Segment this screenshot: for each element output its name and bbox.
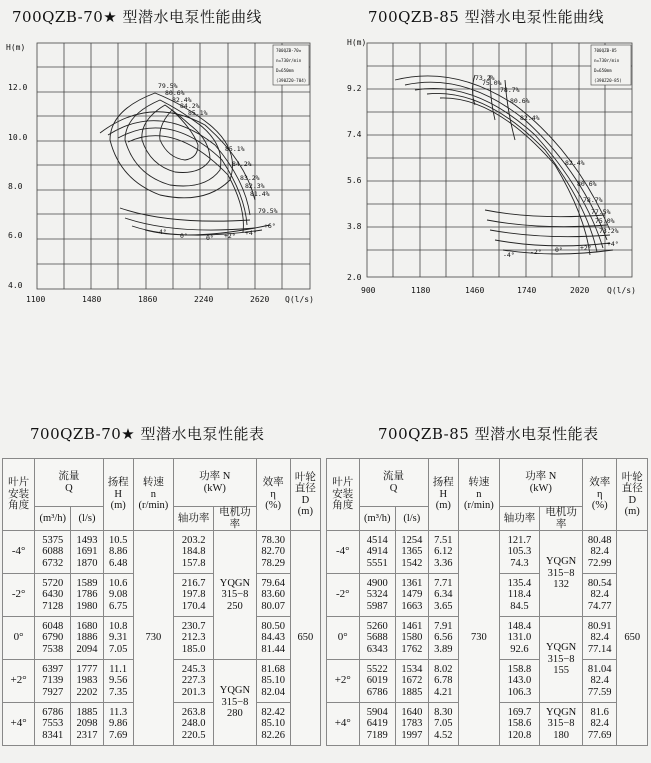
shaft-power: 263.8 248.0 220.5 bbox=[174, 703, 214, 746]
eff-label: 81.4% bbox=[250, 190, 270, 198]
x-tick-label: 1860 bbox=[138, 295, 158, 304]
flow-ls: 1254 1365 1542 bbox=[396, 531, 429, 574]
head: 7.71 6.34 3.65 bbox=[428, 574, 458, 617]
flow-ls: 1361 1479 1663 bbox=[396, 574, 429, 617]
head: 7.91 6.56 3.89 bbox=[428, 617, 458, 660]
eff-label: 77.5% bbox=[591, 208, 611, 216]
efficiency: 81.6 82.4 77.69 bbox=[582, 703, 617, 746]
motor-power: YQGN 315−8 132 bbox=[540, 531, 583, 617]
info-line: 700QZB-70★ bbox=[276, 48, 302, 53]
head: 10.5 8.86 6.48 bbox=[103, 531, 133, 574]
eff-label: 78.7% bbox=[583, 196, 603, 204]
angle-label: -4° bbox=[503, 251, 515, 259]
x-axis-label: Q(l/s) bbox=[607, 286, 636, 295]
header-blade-angle: 叶片 安装 角度 bbox=[327, 459, 360, 531]
y-tick-label: 8.0 bbox=[8, 182, 23, 191]
info-line: n=730r/min bbox=[276, 58, 302, 63]
y-tick-label: 9.2 bbox=[347, 84, 362, 93]
eff-label: 84.2% bbox=[180, 102, 200, 110]
blade-angle: +4° bbox=[327, 703, 360, 746]
head: 10.6 9.08 6.75 bbox=[103, 574, 133, 617]
header-head: 扬程 H (m) bbox=[428, 459, 458, 531]
info-line: D=650mm bbox=[594, 68, 612, 73]
blade-angle: +2° bbox=[327, 660, 360, 703]
shaft-power: 158.8 143.0 106.3 bbox=[499, 660, 540, 703]
table-title-left: 700QZB-70★ 型潜水电泵性能表 bbox=[30, 425, 265, 443]
blade-angle: +2° bbox=[3, 660, 35, 703]
flow-m3h: 6786 7553 8341 bbox=[35, 703, 71, 746]
performance-curve-chart-right bbox=[345, 30, 645, 315]
info-line: D=650mm bbox=[276, 68, 294, 73]
angle-label: 0° bbox=[206, 234, 214, 242]
flow-ls: 1493 1691 1870 bbox=[71, 531, 103, 574]
y-tick-label: 7.4 bbox=[347, 130, 362, 139]
blade-angle: 0° bbox=[327, 617, 360, 660]
performance-table-left bbox=[2, 458, 321, 746]
header-shaft-power: 轴功率 bbox=[174, 507, 214, 531]
efficiency: 79.64 83.60 80.07 bbox=[256, 574, 290, 617]
flow-m3h: 5375 6088 6732 bbox=[35, 531, 71, 574]
eff-label: 80.6% bbox=[510, 97, 530, 105]
eff-label: 82.3% bbox=[245, 182, 265, 190]
y-tick-label: 5.6 bbox=[347, 176, 362, 185]
flow-m3h: 5904 6419 7189 bbox=[359, 703, 396, 746]
efficiency: 82.42 85.10 82.26 bbox=[256, 703, 290, 746]
shaft-power: 216.7 197.8 170.4 bbox=[174, 574, 214, 617]
shaft-power: 121.7 105.3 74.3 bbox=[499, 531, 540, 574]
table-row bbox=[3, 531, 321, 574]
header-power: 功率 N (kW) bbox=[174, 459, 257, 507]
y-tick-label: 3.8 bbox=[347, 222, 362, 231]
blade-angle: -4° bbox=[3, 531, 35, 574]
angle-label: 0° bbox=[180, 232, 188, 240]
efficiency: 80.50 84.43 81.44 bbox=[256, 617, 290, 660]
header-power: 功率 N (kW) bbox=[499, 459, 582, 507]
info-line: n=730r/min bbox=[594, 58, 620, 63]
flow-m3h: 5720 6430 7128 bbox=[35, 574, 71, 617]
eff-label: 75.0% bbox=[595, 217, 615, 225]
shaft-power: 245.3 227.3 201.3 bbox=[174, 660, 214, 703]
header-shaft-power: 轴功率 bbox=[499, 507, 540, 531]
info-line: 700QZB-85 bbox=[594, 48, 617, 53]
speed: 730 bbox=[133, 531, 173, 746]
header-blade-angle: 叶片 安装 角度 bbox=[3, 459, 35, 531]
angle-label: 0° bbox=[555, 246, 563, 254]
header-flow: 流量 Q bbox=[35, 459, 103, 507]
eff-label: 84.2% bbox=[232, 160, 252, 168]
header-diameter: 叶轮 直径 D (m) bbox=[290, 459, 320, 531]
y-tick-label: 2.0 bbox=[347, 273, 362, 282]
blade-angle: -4° bbox=[327, 531, 360, 574]
head: 11.3 9.86 7.69 bbox=[103, 703, 133, 746]
flow-ls: 1680 1886 2094 bbox=[71, 617, 103, 660]
blade-angle: -2° bbox=[3, 574, 35, 617]
head: 8.02 6.78 4.21 bbox=[428, 660, 458, 703]
shaft-power: 203.2 184.8 157.8 bbox=[174, 531, 214, 574]
header-flow: 流量 Q bbox=[359, 459, 428, 507]
efficiency: 80.54 82.4 74.77 bbox=[582, 574, 617, 617]
angle-label: +2° bbox=[580, 244, 592, 252]
flow-ls: 1461 1580 1762 bbox=[396, 617, 429, 660]
eff-label: 83.2% bbox=[240, 174, 260, 182]
flow-m3h: 4514 4914 5551 bbox=[359, 531, 396, 574]
flow-m3h: 5260 5688 6343 bbox=[359, 617, 396, 660]
flow-ls: 1640 1783 1997 bbox=[396, 703, 429, 746]
table-header-row bbox=[3, 459, 321, 507]
eff-label: 80.6% bbox=[577, 180, 597, 188]
header-flow-m3h: (m³/h) bbox=[35, 507, 71, 531]
header-motor-power: 电机功率 bbox=[540, 507, 583, 531]
x-tick-label: 2020 bbox=[570, 286, 590, 295]
head: 8.30 7.05 4.52 bbox=[428, 703, 458, 746]
eff-label: 78.7% bbox=[500, 86, 520, 94]
flow-m3h: 5522 6019 6786 bbox=[359, 660, 396, 703]
eff-label: 73.2% bbox=[599, 227, 619, 235]
y-tick-label: 6.0 bbox=[8, 231, 23, 240]
flow-ls: 1777 1983 2202 bbox=[71, 660, 103, 703]
y-tick-label: 4.0 bbox=[8, 281, 23, 290]
info-line: (390Z20-704) bbox=[276, 78, 307, 83]
x-tick-label: 1460 bbox=[465, 286, 485, 295]
blade-angle: 0° bbox=[3, 617, 35, 660]
motor-power: YQGN 315−8 250 bbox=[214, 531, 256, 660]
eff-label: 73.2% bbox=[475, 74, 495, 82]
efficiency: 80.48 82.4 72.99 bbox=[582, 531, 617, 574]
y-tick-label: 12.0 bbox=[8, 83, 28, 92]
header-flow-ls: (l/s) bbox=[396, 507, 429, 531]
y-axis-label: H(m) bbox=[6, 43, 26, 52]
flow-m3h: 6048 6790 7538 bbox=[35, 617, 71, 660]
eff-label: 85.1% bbox=[225, 145, 245, 153]
chart-title-left: 700QZB-70★ 型潜水电泵性能曲线 bbox=[12, 8, 263, 26]
x-axis-label: Q(l/s) bbox=[285, 295, 314, 304]
eff-label: 80.6% bbox=[165, 89, 185, 97]
header-flow-ls: (l/s) bbox=[71, 507, 103, 531]
motor-power: YQGN 315−8 180 bbox=[540, 703, 583, 746]
head: 11.1 9.56 7.35 bbox=[103, 660, 133, 703]
x-tick-label: 900 bbox=[361, 286, 376, 295]
efficiency: 81.68 85.10 82.04 bbox=[256, 660, 290, 703]
y-axis-label: H(m) bbox=[347, 38, 367, 47]
eff-label: 82.4% bbox=[172, 96, 192, 104]
blade-angle: -2° bbox=[327, 574, 360, 617]
angle-label: +6° bbox=[264, 222, 276, 230]
x-tick-label: 1740 bbox=[517, 286, 537, 295]
header-motor-power: 电机功率 bbox=[214, 507, 256, 531]
eff-label: 85.1% bbox=[188, 109, 208, 117]
flow-m3h: 4900 5324 5987 bbox=[359, 574, 396, 617]
eff-label: 82.4% bbox=[565, 159, 585, 167]
performance-curve-chart-left bbox=[0, 30, 325, 315]
shaft-power: 148.4 131.0 92.6 bbox=[499, 617, 540, 660]
angle-label: +4° bbox=[607, 240, 619, 248]
header-efficiency: 效率 η (%) bbox=[256, 459, 290, 531]
angle-label: +2° bbox=[224, 232, 236, 240]
header-speed: 转速 n (r/min) bbox=[459, 459, 500, 531]
eff-label: 82.4% bbox=[520, 114, 540, 122]
shaft-power: 135.4 118.4 84.5 bbox=[499, 574, 540, 617]
impeller-diameter: 650 bbox=[617, 531, 648, 746]
y-tick-label: 10.0 bbox=[8, 133, 28, 142]
eff-label: 79.5% bbox=[258, 207, 278, 215]
head: 7.51 6.12 3.36 bbox=[428, 531, 458, 574]
x-tick-label: 2240 bbox=[194, 295, 214, 304]
table-title-right: 700QZB-85 型潜水电泵性能表 bbox=[378, 425, 599, 443]
motor-power: YQGN 315−8 155 bbox=[540, 617, 583, 703]
efficiency: 81.04 82.4 77.59 bbox=[582, 660, 617, 703]
flow-ls: 1885 2098 2317 bbox=[71, 703, 103, 746]
flow-m3h: 6397 7139 7927 bbox=[35, 660, 71, 703]
head: 10.8 9.31 7.05 bbox=[103, 617, 133, 660]
header-efficiency: 效率 η (%) bbox=[582, 459, 617, 531]
efficiency: 78.30 82.70 78.29 bbox=[256, 531, 290, 574]
motor-power: YQGN 315−8 280 bbox=[214, 660, 256, 746]
x-tick-label: 1100 bbox=[26, 295, 46, 304]
shaft-power: 230.7 212.3 185.0 bbox=[174, 617, 214, 660]
angle-label: +4° bbox=[245, 229, 257, 237]
angle-label: -2° bbox=[530, 248, 542, 256]
angle-label: -4° bbox=[155, 228, 167, 236]
chart-title-right: 700QZB-85 型潜水电泵性能曲线 bbox=[368, 8, 605, 26]
flow-ls: 1534 1672 1885 bbox=[396, 660, 429, 703]
x-tick-label: 1480 bbox=[82, 295, 102, 304]
efficiency: 80.91 82.4 77.14 bbox=[582, 617, 617, 660]
performance-table-right bbox=[326, 458, 648, 746]
table-header-row bbox=[327, 459, 648, 507]
x-tick-label: 1180 bbox=[411, 286, 431, 295]
info-line: (390Z20-85) bbox=[594, 78, 622, 83]
shaft-power: 169.7 158.6 120.8 bbox=[499, 703, 540, 746]
blade-angle: +4° bbox=[3, 703, 35, 746]
table-row bbox=[327, 531, 648, 574]
header-diameter: 叶轮 直径 D (m) bbox=[617, 459, 648, 531]
eff-label: 75.0% bbox=[482, 79, 502, 87]
header-speed: 转速 n (r/min) bbox=[133, 459, 173, 531]
header-head: 扬程 H (m) bbox=[103, 459, 133, 531]
eff-label: 79.5% bbox=[158, 82, 178, 90]
header-flow-m3h: (m³/h) bbox=[359, 507, 396, 531]
flow-ls: 1589 1786 1980 bbox=[71, 574, 103, 617]
impeller-diameter: 650 bbox=[290, 531, 320, 746]
x-tick-label: 2620 bbox=[250, 295, 270, 304]
speed: 730 bbox=[459, 531, 500, 746]
